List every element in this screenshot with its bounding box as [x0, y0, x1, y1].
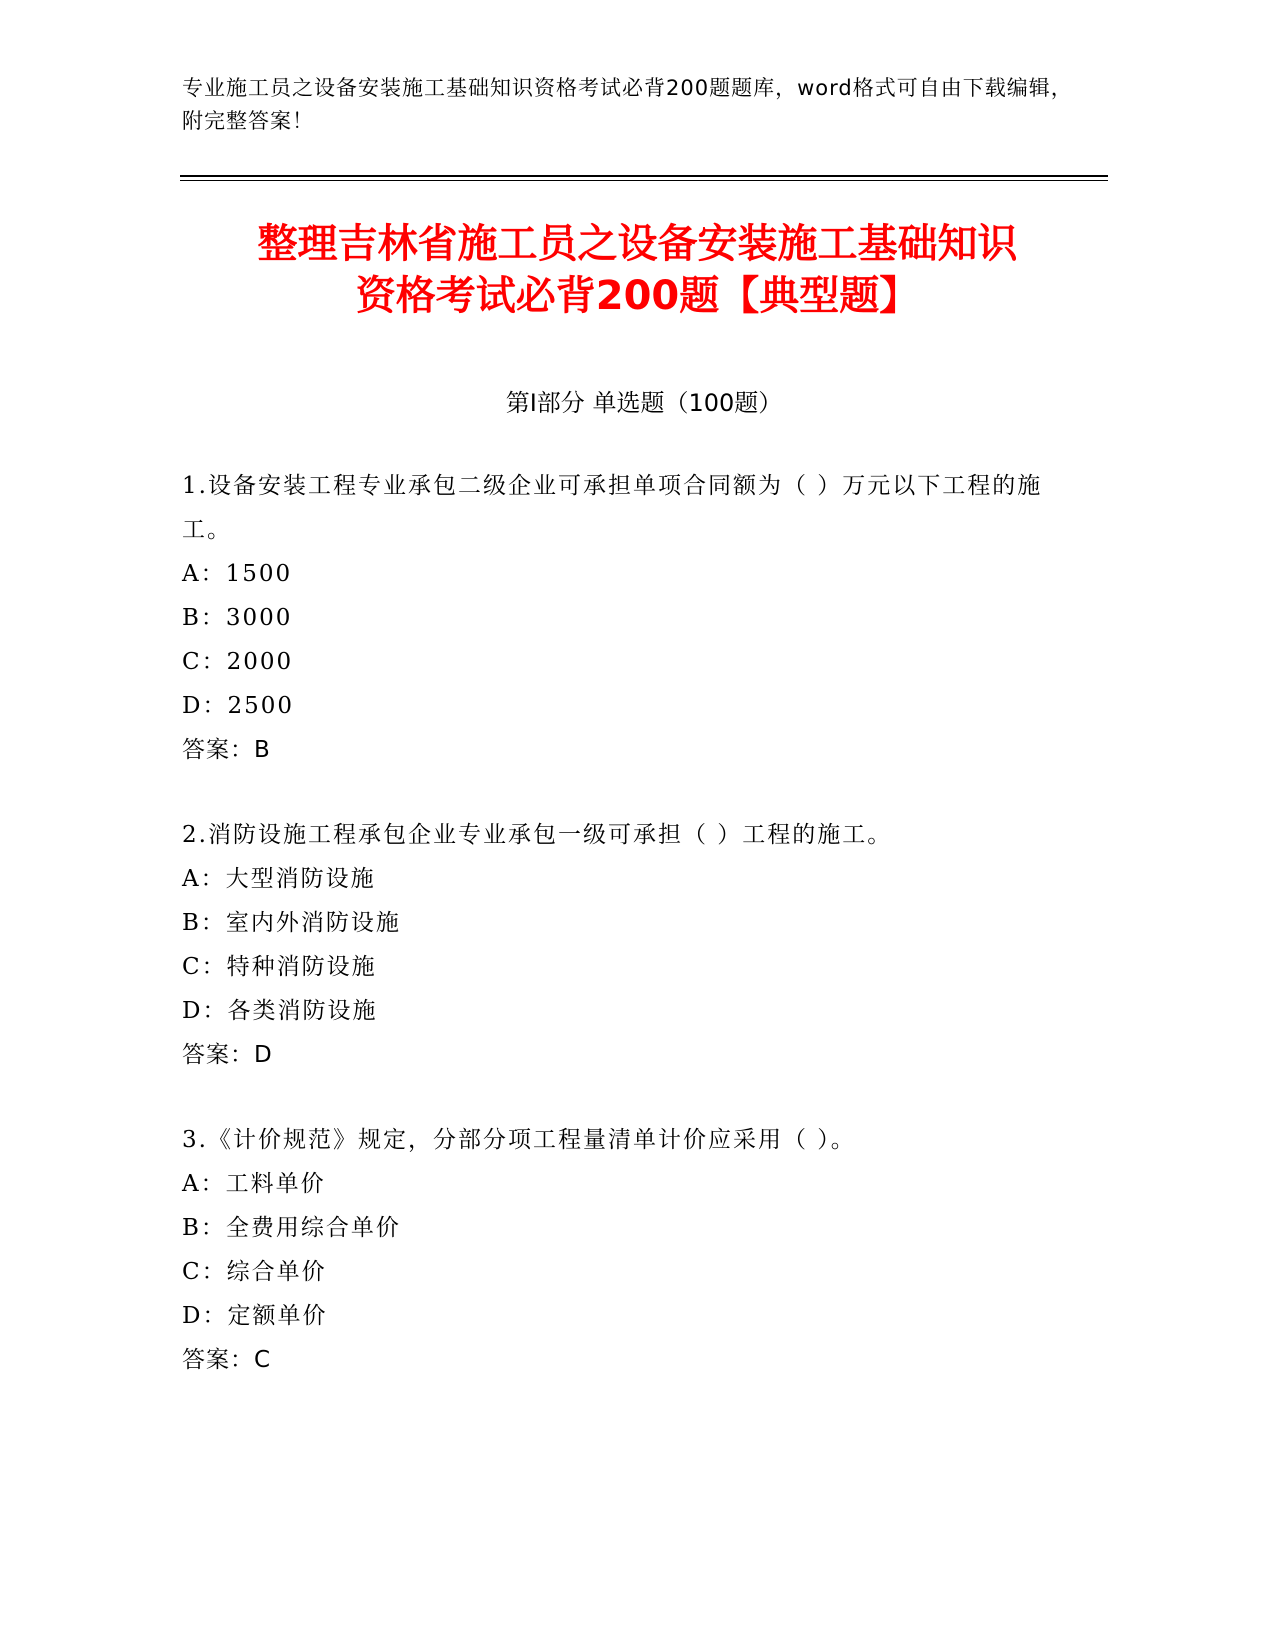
option-a: A：1500 [182, 561, 293, 587]
option-c: C：综合单价 [182, 1259, 327, 1285]
header-rule-thick [180, 175, 1108, 177]
question-3 [182, 1118, 1062, 1382]
title-line-1: 整理吉林省施工员之设备安装施工基础知识 [257, 221, 1018, 267]
header-note: 专业施工员之设备安装施工基础知识资格考试必背200题题库，word格式可自由下载编辑，附完整答案！ [182, 76, 1073, 133]
option-d: D：定额单价 [182, 1303, 328, 1329]
option-b: B：全费用综合单价 [182, 1215, 401, 1241]
question-stem: 3.《计价规范》规定，分部分项工程量清单计价应采用（ ）。 [182, 1127, 856, 1153]
question-2 [182, 813, 1062, 1077]
option-c: C：特种消防设施 [182, 954, 377, 980]
option-c: C：2000 [182, 649, 294, 675]
answer: 答案：C [182, 1347, 272, 1373]
section-title: 第Ⅰ部分 单选题（100题） [505, 389, 783, 417]
option-d: D：各类消防设施 [182, 998, 378, 1024]
option-b: B：3000 [182, 605, 293, 631]
question-1 [182, 464, 1062, 772]
answer: 答案：B [182, 737, 271, 763]
answer: 答案：D [182, 1042, 273, 1068]
option-b: B：室内外消防设施 [182, 910, 401, 936]
title-line-2: 资格考试必背200题【典型题】 [355, 273, 920, 319]
option-d: D：2500 [182, 693, 294, 719]
option-a: A：工料单价 [182, 1171, 326, 1197]
question-stem: 2.消防设施工程承包企业专业承包一级可承担（ ）工程的施工。 [182, 822, 893, 848]
header-rule-thin [180, 180, 1108, 181]
option-a: A：大型消防设施 [182, 866, 376, 892]
document-title [160, 218, 1115, 322]
question-stem: 1.设备安装工程专业承包二级企业可承担单项合同额为（ ）万元以下工程的施工。 [182, 473, 1043, 543]
